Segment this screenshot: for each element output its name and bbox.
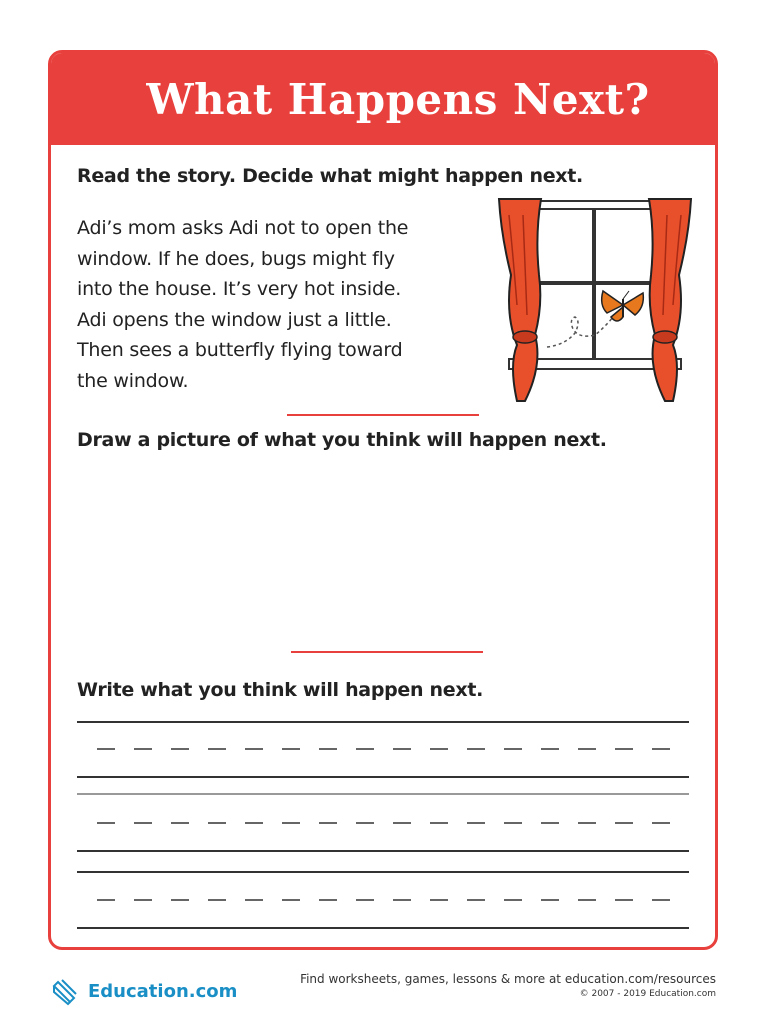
story-line: Adi opens the window just a little.: [77, 308, 392, 331]
section-divider: [291, 651, 483, 653]
writing-line-top: [77, 721, 689, 723]
story-line: Adi’s mom asks Adi not to open the: [77, 217, 409, 239]
logo-text: Education.com: [88, 980, 238, 1002]
worksheet-card: [48, 50, 718, 950]
story-line: the window.: [77, 369, 189, 392]
instruction-draw: Draw a picture of what you think will happen next.: [77, 429, 607, 451]
education-logo-icon: [52, 976, 82, 1006]
page-title: What Happens Next?: [146, 74, 650, 124]
writing-line-bottom: [77, 776, 689, 778]
instruction-read: Read the story. Decide what might happen next.: [77, 165, 583, 187]
title-banner: [51, 53, 715, 145]
story-line: Then sees a butterfly flying toward: [77, 339, 403, 361]
writing-line-separator: [77, 793, 689, 795]
writing-line-dashed: [97, 748, 677, 750]
footer-info: [300, 972, 716, 999]
footer-copyright: © 2007 - 2019 Education.com: [579, 989, 716, 999]
writing-line-dashed: [97, 899, 677, 901]
instruction-write: Write what you think will happen next.: [77, 679, 484, 701]
writing-line-bottom: [77, 927, 689, 929]
writing-line-dashed: [97, 822, 677, 824]
story-line: window. If he does, bugs might fly: [77, 247, 395, 270]
story-text: [77, 213, 477, 396]
story-line: into the house. It’s very hot inside.: [77, 278, 402, 300]
window-with-butterfly-icon: [495, 195, 695, 405]
section-divider: [287, 414, 479, 416]
writing-line-bottom: [77, 850, 689, 852]
footer-resources-link[interactable]: Find worksheets, games, lessons & more at education.com/resources: [300, 972, 716, 986]
education-logo[interactable]: [52, 976, 237, 1006]
writing-line-top: [77, 871, 689, 873]
